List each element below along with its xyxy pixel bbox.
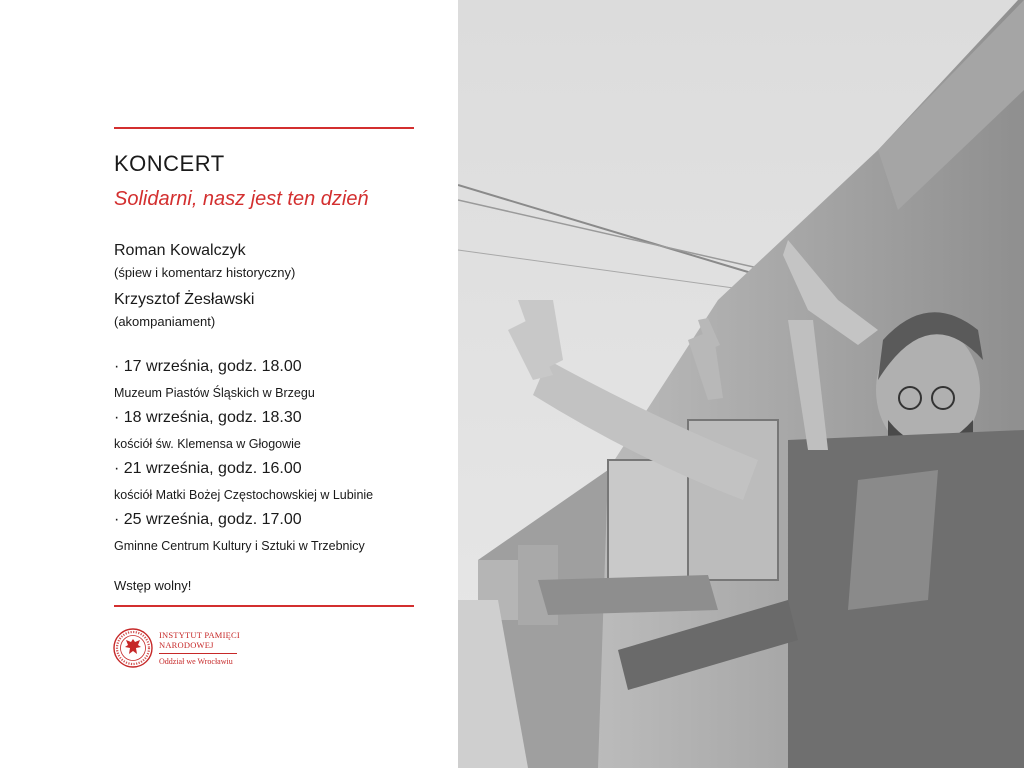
protest-photo <box>458 0 1024 768</box>
performer-name: Krzysztof Żesławski <box>114 291 255 308</box>
event-place: Gminne Centrum Kultury i Sztuki w Trzebnicy <box>114 539 365 553</box>
event-date: · 17 września, godz. 18.00 <box>114 358 302 375</box>
ipn-logo-text <box>159 630 240 667</box>
performer-role: (śpiew i komentarz historyczny) <box>114 265 296 280</box>
logo-branch: Oddział we Wrocławiu <box>159 656 233 666</box>
event-date: · 25 września, godz. 17.00 <box>114 511 302 528</box>
ipn-seal-icon <box>113 628 153 668</box>
top-divider <box>114 127 414 129</box>
logo-line: INSTYTUT PAMIĘCI <box>159 629 240 640</box>
bottom-divider <box>114 605 414 607</box>
event-date: · 18 września, godz. 18.30 <box>114 409 302 426</box>
poster-text-panel <box>0 0 458 768</box>
logo-line: NARODOWEJ <box>159 639 214 650</box>
poster-title: KONCERT <box>114 151 225 176</box>
event-place: Muzeum Piastów Śląskich w Brzegu <box>114 386 315 400</box>
photo-illustration <box>458 0 1024 768</box>
performer-role: (akompaniament) <box>114 314 216 329</box>
event-list <box>114 357 434 561</box>
performer <box>114 290 254 331</box>
performer-name: Roman Kowalczyk <box>114 242 246 259</box>
logo-divider <box>159 653 237 654</box>
performer <box>114 241 295 282</box>
event-place: kościół św. Klemensa w Głogowie <box>114 437 301 451</box>
event-date: · 21 września, godz. 16.00 <box>114 460 302 477</box>
poster-subtitle: Solidarni, nasz jest ten dzień <box>114 188 369 210</box>
free-entry-note: Wstęp wolny! <box>114 578 192 593</box>
ipn-logo <box>113 628 240 668</box>
event-place: kościół Matki Bożej Częstochowskiej w Lubinie <box>114 488 374 502</box>
